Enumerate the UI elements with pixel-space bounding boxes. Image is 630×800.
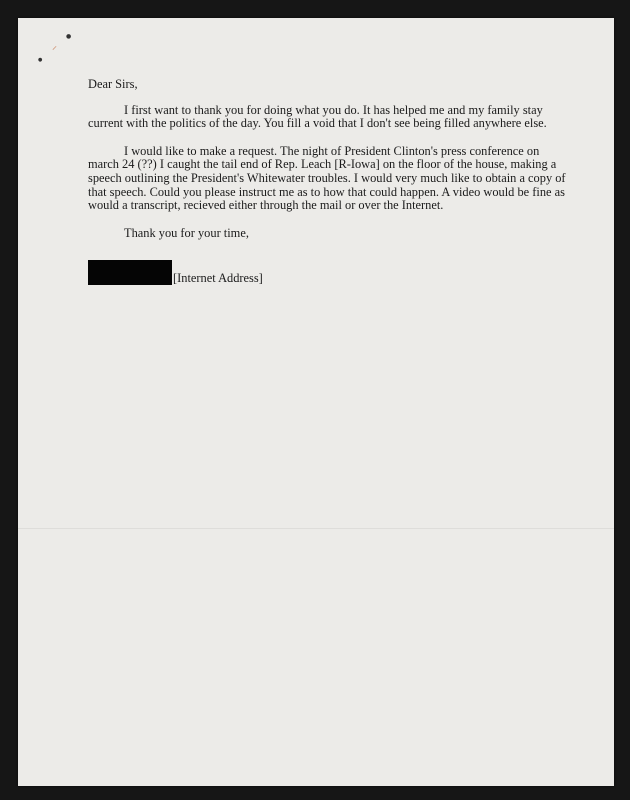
letter-body <box>88 78 568 285</box>
closing: Thank you for your time, <box>124 225 249 240</box>
letter-page <box>18 18 614 786</box>
fold-line <box>18 528 614 529</box>
ink-dot: ● <box>38 57 43 63</box>
pen-mark: ⸝ <box>52 41 57 52</box>
paragraph-thanks: I first want to thank you for doing what you do. It has helped me and my family stay current with the politics of the day. You fill a void that I don't see being filled anywhere else. <box>88 102 547 131</box>
signature-text: [Internet Address] <box>173 270 263 285</box>
ink-dot: ● <box>66 33 72 40</box>
redaction-bar <box>88 260 172 285</box>
salutation: Dear Sirs, <box>88 77 138 91</box>
signature-block <box>88 260 568 285</box>
paragraph-request: I would like to make a request. The night of President Clinton's press conference on march 24 (??) I caught the tail end of Rep. Leach [R-Iowa] on the floor of the house, making a speech outlining the President's Whitewater troubles. I would very much like to obtain a copy of that speech. Could you please instruct me as to how that could happen. A video would be fine as would a transcript, recieved either through the mail or over the Internet. <box>88 143 566 213</box>
